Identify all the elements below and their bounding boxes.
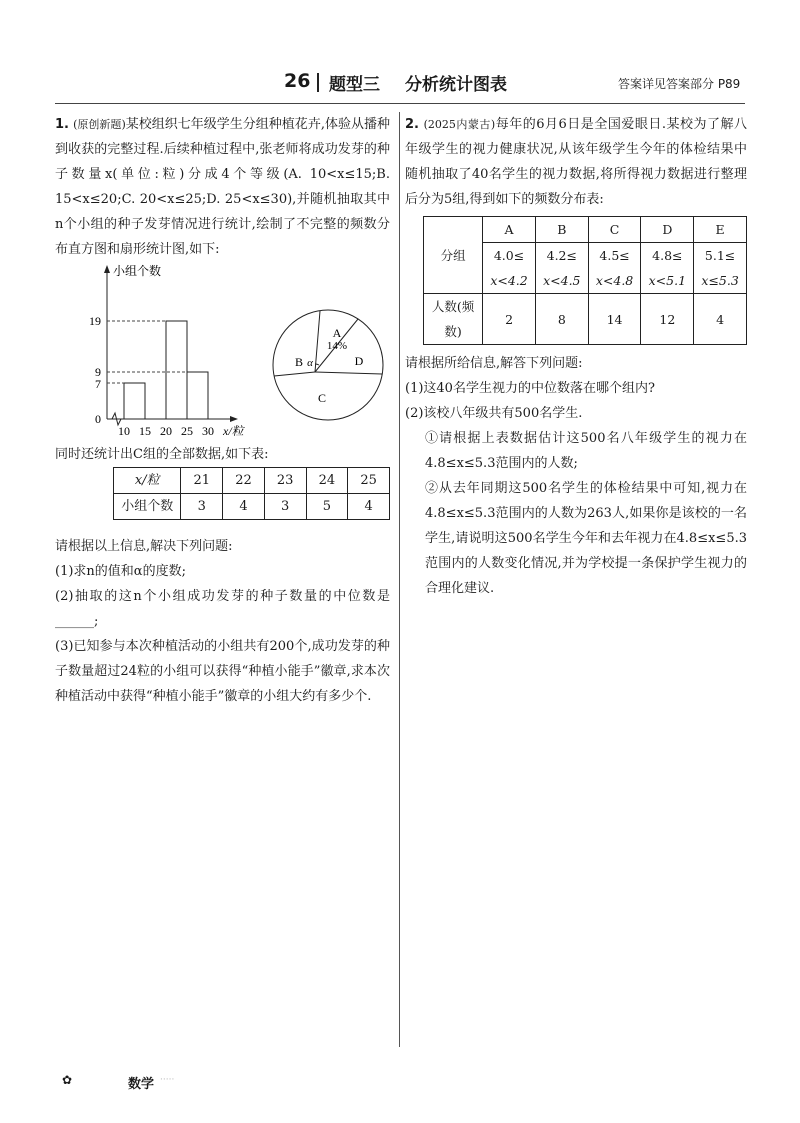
question-type: 题型三 xyxy=(329,75,380,95)
pie-line-d xyxy=(315,372,382,374)
table-cell: 21 xyxy=(181,468,223,494)
hist-bar-d xyxy=(187,372,208,419)
q1-sub1: (1)求n的值和α的度数; xyxy=(55,564,186,579)
q1-intro: 1. (原创新题)某校组织七年级学生分组种植花卉,体验从播种到收获的完整过程.后续种植过程中,张老师将成功发芽的种子数量x(单位:粒)分成4个等级(A. 10<x≤15;B. 15<x≤20;C. 20<x≤25;D. 25<x≤30),并随机抽取其中n个小组的种子发芽情况进行统计,绘制了不完整的频数分布直方图和扇形统计图,如下: xyxy=(55,117,390,257)
q2-frequency-table xyxy=(423,216,747,345)
table-cell: 4 xyxy=(694,294,747,345)
hist-y-arrow xyxy=(104,265,110,273)
table-cell: 22 xyxy=(223,468,265,494)
table-row xyxy=(114,494,390,520)
hist-bar-b xyxy=(124,383,145,419)
table-cell: 25 xyxy=(348,468,390,494)
pie-label-a: A xyxy=(332,326,342,340)
xtick-25: 25 xyxy=(181,424,193,438)
ytick-9: 9 xyxy=(95,365,101,379)
q2-intro: 2. (2025内蒙古)每年的6月6日是全国爱眼日.某校为了解八年级学生的视力健康状况,从该年级学生今年的体检结果中随机抽取了40名学生的视力数据,将所得视力数据进行整理后分为5组,得到如下的频数分布表: xyxy=(405,117,747,207)
table-cell: 23 xyxy=(264,468,306,494)
question-1 xyxy=(55,112,390,709)
q2-sub2: (2)该校八年级共有500名学生. xyxy=(405,406,583,421)
q2-prompt: 请根据所给信息,解答下列问题: xyxy=(405,356,583,371)
xtick-10: 10 xyxy=(118,424,130,438)
table-row xyxy=(424,294,747,345)
table-cell: x<4.5 xyxy=(535,268,588,294)
column-divider xyxy=(399,112,400,1047)
table-group-label: 分组 xyxy=(424,217,483,294)
ytick-0: 0 xyxy=(95,412,101,426)
table-cell: C xyxy=(588,217,641,243)
q2-sub2b: ②从去年同期这500名学生的体检结果中可知,视力在4.8≤x≤5.3范围内的人数为263人,如果你是该校的一名学生,请说明这500名学生今年和去年视力在4.8≤x≤5.3范围内的人数变化情况,并为学校提一条保护学生视力的合理化建议. xyxy=(425,481,747,596)
pie-label-a-pct: 14% xyxy=(326,340,348,352)
table-cell: 4.2≤ xyxy=(535,243,588,269)
table-cell: 24 xyxy=(306,468,348,494)
table-cell: 4 xyxy=(348,494,390,520)
table-cell: 14 xyxy=(588,294,641,345)
header-separator xyxy=(317,73,319,92)
table-cell: x<4.2 xyxy=(483,268,536,294)
q1-sub3: (3)已知参与本次种植活动的小组共有200个,成功发芽的种子数量超过24粒的小组可以获得“种植小能手”徽章,求本次种植活动中获得“种植小能手”徽章的小组大约有多少个. xyxy=(55,639,390,704)
hist-y-label: 小组个数 xyxy=(113,264,162,278)
table-cell: 4.8≤ xyxy=(641,243,694,269)
pie-label-alpha: α xyxy=(307,357,313,369)
table-cell: 5.1≤ xyxy=(694,243,747,269)
ytick-19: 19 xyxy=(89,314,101,328)
table-cell: 2 xyxy=(483,294,536,345)
q2-sub1: (1)这40名学生视力的中位数落在哪个组内? xyxy=(405,381,655,396)
question-2 xyxy=(405,112,747,601)
answer-reference: 答案详见答案部分 P89 xyxy=(618,77,741,91)
table-count-label: 人数(频数) xyxy=(424,294,483,345)
pie-label-d: D xyxy=(354,354,364,368)
xtick-20: 20 xyxy=(160,424,172,438)
q1-c-group-table xyxy=(113,467,390,520)
table-cell: D xyxy=(641,217,694,243)
table-cell: B xyxy=(535,217,588,243)
table-cell: E xyxy=(694,217,747,243)
q1-sub2: (2)抽取的这n个小组成功发芽的种子数量的中位数是______; xyxy=(55,589,390,629)
q1-prompt: 请根据以上信息,解决下列问题: xyxy=(55,539,233,554)
table-cell: 12 xyxy=(641,294,694,345)
table-cell: x≤5.3 xyxy=(694,268,747,294)
hist-bar-c xyxy=(166,321,187,419)
xtick-30: 30 xyxy=(202,424,214,438)
header-rule xyxy=(55,103,745,104)
page-title: 分析统计图表 xyxy=(405,75,507,95)
table-cell: 4 xyxy=(223,494,265,520)
pie-line-a-left xyxy=(315,311,320,372)
table-row xyxy=(114,468,390,494)
footer-subject: 数学 xyxy=(128,1077,155,1092)
footer-watermark: ····· xyxy=(160,1075,175,1085)
hist-x-arrow xyxy=(230,416,238,422)
q1-chart-svg xyxy=(65,262,385,442)
q1-mid-text: 同时还统计出C组的全部数据,如下表: xyxy=(55,447,269,462)
table-row xyxy=(424,217,747,243)
mascot-icon: ✿ xyxy=(62,1073,73,1087)
table-cell: x<5.1 xyxy=(641,268,694,294)
section-number: 26 xyxy=(284,70,311,92)
q1-charts xyxy=(65,262,385,442)
pie-label-c: C xyxy=(317,391,327,405)
table-cell: A xyxy=(483,217,536,243)
table-cell: 5 xyxy=(306,494,348,520)
table-cell: 3 xyxy=(181,494,223,520)
pie-line-b xyxy=(274,372,315,376)
table-cell: 3 xyxy=(264,494,306,520)
pie-circle xyxy=(273,310,383,420)
pie-label-b: B xyxy=(294,355,304,369)
page-header xyxy=(0,70,800,100)
table-cell: x<4.8 xyxy=(588,268,641,294)
table-header-label: x/粒 xyxy=(114,468,181,494)
q2-sub2a: ①请根据上表数据估计这500名八年级学生的视力在4.8≤x≤5.3范围内的人数; xyxy=(425,431,747,471)
hist-x-label: x/粒 xyxy=(223,424,244,438)
xtick-15: 15 xyxy=(139,424,151,438)
table-cell: 8 xyxy=(535,294,588,345)
ytick-7: 7 xyxy=(95,377,101,391)
table-row-label: 小组个数 xyxy=(114,494,181,520)
table-cell: 4.0≤ xyxy=(483,243,536,269)
table-cell: 4.5≤ xyxy=(588,243,641,269)
